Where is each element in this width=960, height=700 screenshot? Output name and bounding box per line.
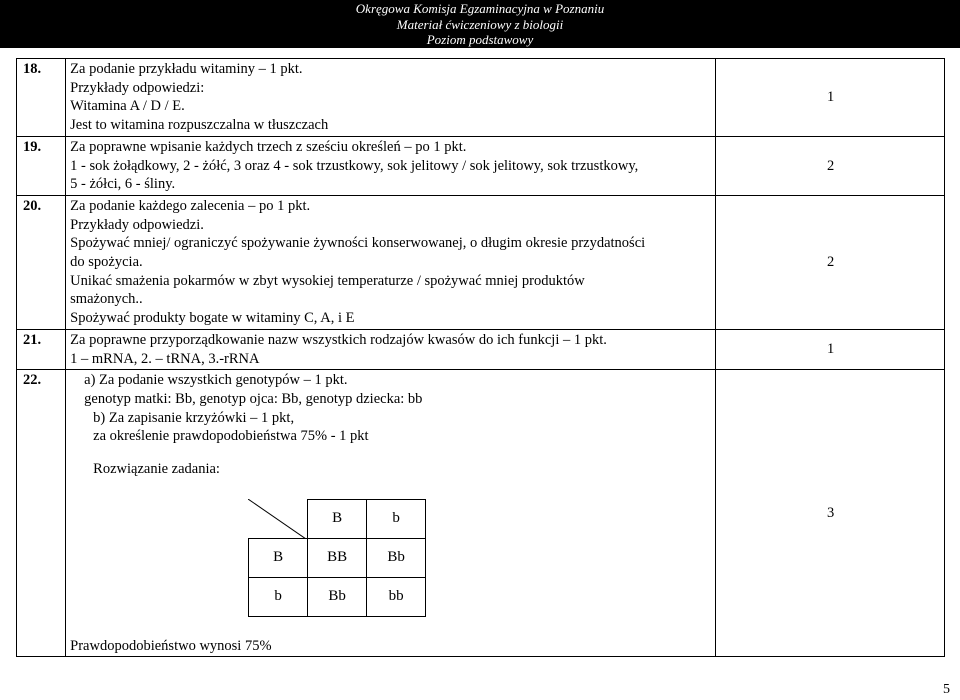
question-number: 18.: [17, 59, 66, 137]
question-number: 21.: [17, 329, 66, 369]
text-line: Spożywać produkty bogate w witaminy C, A, i E: [70, 310, 355, 327]
table-row: [17, 329, 945, 369]
text-line: a) Za podanie wszystkich genotypów – 1 pkt.: [84, 372, 348, 389]
question-number: 19.: [17, 136, 66, 195]
text-line: Spożywać mniej/ ograniczyć spożywanie żywności konserwowanej, o długim okresie przydatności: [70, 235, 646, 252]
answer-key-table: [16, 58, 945, 657]
header-material: Materiał ćwiczeniowy z biologii: [396, 16, 564, 32]
question-content: [66, 59, 716, 137]
punnett-row-label: B: [249, 538, 308, 577]
text-line: 1 – mRNA, 2. – tRNA, 3.-rRNA: [70, 350, 260, 367]
table-row: [17, 370, 945, 657]
question-content: [66, 370, 716, 657]
text-line: Jest to witamina rozpuszczalna w tłuszczach: [70, 117, 329, 134]
punnett-cell: Bb: [367, 538, 426, 577]
text-line: genotyp matki: Bb, genotyp ojca: Bb, genotyp dziecka: bb: [84, 390, 423, 407]
text-line: za określenie prawdopodobieństwa 75% - 1 pkt: [93, 428, 369, 445]
punnett-header-cell: B: [308, 499, 367, 538]
text-line: smażonych..: [70, 291, 143, 308]
text-line: Przykłady odpowiedzi:: [70, 79, 205, 96]
punnett-cell: bb: [367, 577, 426, 616]
text-line: Za podanie każdego zalecenia – po 1 pkt.: [70, 197, 311, 214]
punnett-row-label: b: [249, 577, 308, 616]
punnett-cell: BB: [308, 538, 367, 577]
solution-label: Rozwiązanie zadania:: [93, 461, 220, 478]
score-cell: 3: [716, 370, 945, 657]
header-institution: Okręgowa Komisja Egzaminacyjna w Poznaniu: [355, 1, 605, 16]
text-line: Za podanie przykładu witaminy – 1 pkt.: [70, 61, 303, 77]
text-line: 5 - żółci, 6 - śliny.: [70, 176, 176, 193]
page-number: 5: [943, 682, 950, 697]
question-number: 22.: [17, 370, 66, 657]
question-content: [66, 329, 716, 369]
question-content: [66, 136, 716, 195]
punnett-square: [248, 499, 483, 619]
table-row: [17, 195, 945, 329]
corner-diagonal: [248, 499, 306, 539]
text-line: Za poprawne wpisanie każdych trzech z sześciu określeń – po 1 pkt.: [70, 138, 467, 155]
final-answer: Prawdopodobieństwo wynosi 75%: [70, 637, 272, 654]
punnett-header-cell: b: [367, 499, 426, 538]
text-line: Witamina A / D / E.: [70, 98, 185, 115]
score-cell: 1: [716, 329, 945, 369]
text-line: 1 - sok żołądkowy, 2 - żółć, 3 oraz 4 - sok trzustkowy, sok jelitowy / sok jelitowy, sok trzustkowy,: [70, 157, 639, 174]
score-cell: 2: [716, 136, 945, 195]
score-cell: 2: [716, 195, 945, 329]
text-line: Unikać smażenia pokarmów w zbyt wysokiej temperaturze / spożywać mniej produktów: [70, 272, 585, 289]
table-row: [17, 59, 945, 137]
text-line: b) Za zapisanie krzyżówki – 1 pkt,: [93, 409, 295, 426]
header-level: Poziom podstawowy: [426, 32, 534, 47]
text-line: do spożycia.: [70, 254, 143, 271]
table-row: [17, 136, 945, 195]
question-content: [66, 195, 716, 329]
text-line: Za poprawne przyporządkowanie nazw wszystkich rodzajów kwasów do ich funkcji – 1 pkt.: [70, 331, 607, 348]
punnett-cell: Bb: [308, 577, 367, 616]
question-number: 20.: [17, 195, 66, 329]
text-line: Przykłady odpowiedzi.: [70, 216, 204, 233]
score-cell: 1: [716, 59, 945, 137]
page-header: [0, 0, 960, 48]
